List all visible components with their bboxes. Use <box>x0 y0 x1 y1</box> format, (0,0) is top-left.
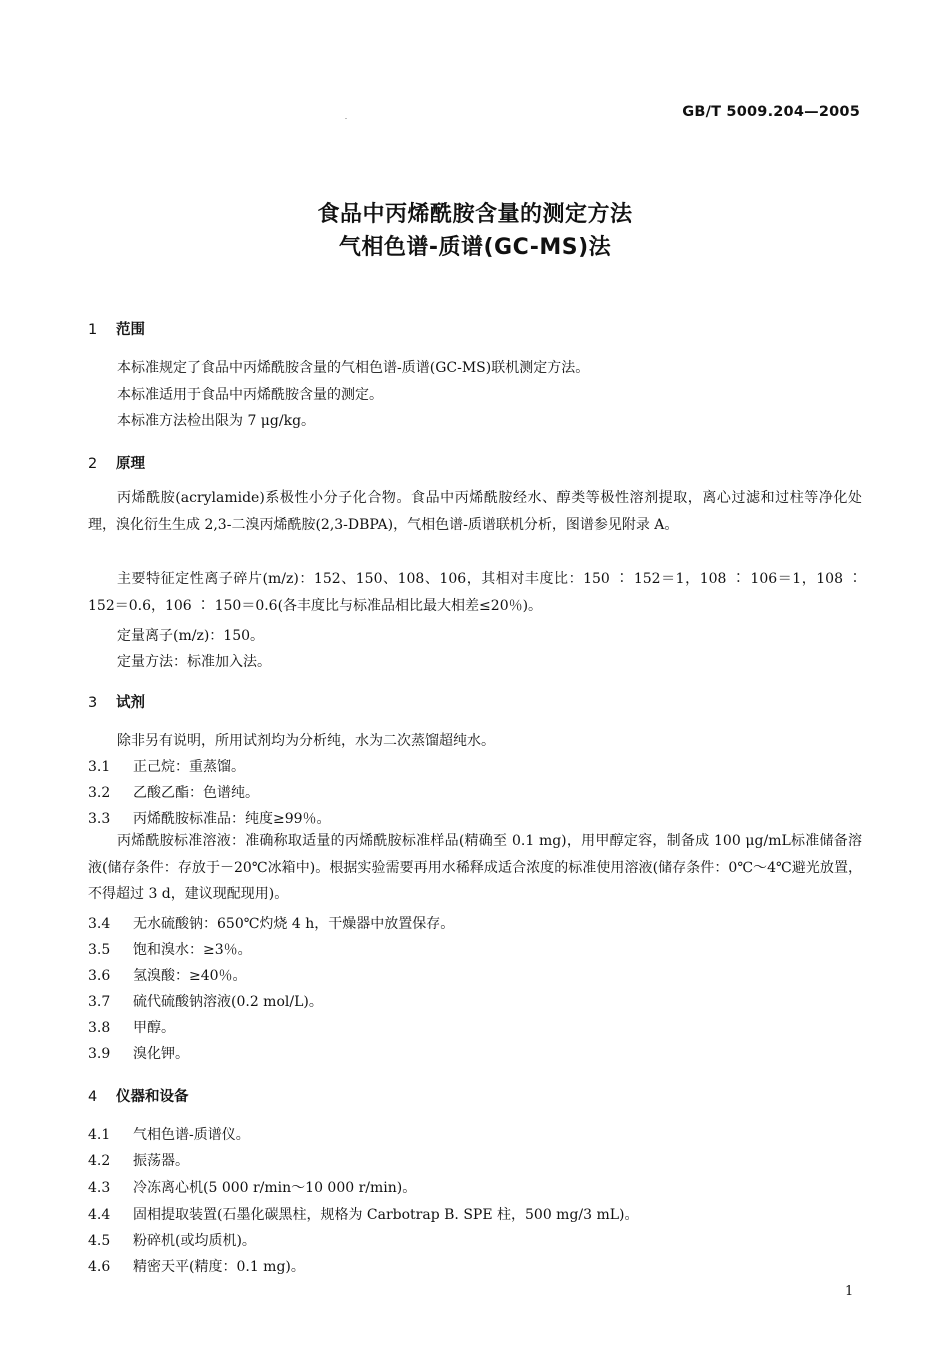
item-number: 4.5 <box>88 1233 111 1249</box>
section-number: 3 <box>88 695 98 711</box>
list-item <box>88 1256 305 1276</box>
list-item <box>88 1177 416 1197</box>
item-number: 4.2 <box>88 1153 111 1169</box>
paragraph: 定量方法：标准加入法。 <box>117 654 271 670</box>
list-item <box>88 756 245 776</box>
paragraph: 本标准适用于食品中丙烯酰胺含量的测定。 <box>117 387 383 403</box>
item-number: 3.2 <box>88 785 111 801</box>
document-subtitle: 气相色谱-质谱(GC-MS)法 <box>338 235 612 260</box>
paragraph: 定量离子(m/z)：150。 <box>117 628 265 644</box>
document-title: 食品中丙烯酰胺含量的测定方法 <box>317 202 633 227</box>
item-text: 粉碎机(或均质机)。 <box>133 1233 256 1249</box>
item-number: 3.4 <box>88 916 111 932</box>
item-text: 甲醇。 <box>133 1020 175 1036</box>
item-number: 3.9 <box>88 1046 111 1062</box>
standard-code: GB/T 5009.204—2005 <box>682 104 860 120</box>
item-text: 无水硫酸钠：650℃灼烧 4 h，干燥器中放置保存。 <box>133 916 455 932</box>
paragraph: 本标准规定了食品中丙烯酰胺含量的气相色谱-质谱(GC-MS)联机测定方法。 <box>117 360 590 376</box>
list-item <box>88 782 259 802</box>
item-text: 饱和溴水：≥3％。 <box>133 942 252 958</box>
section-title: 范围 <box>116 322 145 338</box>
section-heading-apparatus <box>88 1085 189 1106</box>
item-text: 精密天平(精度：0.1 mg)。 <box>133 1259 305 1275</box>
list-item <box>88 913 454 933</box>
item-text: 丙烯酰胺标准品：纯度≥99％。 <box>133 811 331 827</box>
paragraph: 本标准方法检出限为 7 μg/kg。 <box>117 413 316 429</box>
section-heading-reagents <box>88 691 145 712</box>
item-number: 4.1 <box>88 1127 111 1143</box>
list-item <box>88 1124 250 1144</box>
paragraph: 除非另有说明，所用试剂均为分析纯，水为二次蒸馏超纯水。 <box>117 733 495 749</box>
item-number: 4.4 <box>88 1207 111 1223</box>
item-number: 3.1 <box>88 759 111 775</box>
list-item <box>88 808 331 828</box>
item-number: 4.3 <box>88 1180 111 1196</box>
list-item <box>88 965 247 985</box>
list-item <box>88 939 252 959</box>
section-heading-scope <box>88 318 145 339</box>
list-item <box>88 1017 175 1037</box>
section-title: 试剂 <box>116 695 145 711</box>
item-text: 乙酸乙酯：色谱纯。 <box>133 785 259 801</box>
item-text: 振荡器。 <box>133 1153 189 1169</box>
item-text: 氢溴酸：≥40％。 <box>133 968 247 984</box>
item-number: 3.3 <box>88 811 111 827</box>
item-number: 3.8 <box>88 1020 111 1036</box>
list-item <box>88 1043 189 1063</box>
item-number: 3.6 <box>88 968 111 984</box>
scan-speck <box>345 118 347 119</box>
section-title: 原理 <box>116 456 145 472</box>
item-number: 3.7 <box>88 994 111 1010</box>
section-title: 仪器和设备 <box>116 1089 189 1105</box>
section-number: 2 <box>88 456 98 472</box>
item-number: 4.6 <box>88 1259 111 1275</box>
paragraph: 丙烯酰胺标准溶液：准确称取适量的丙烯酰胺标准样品(精确至 0.1 mg)，用甲醇定容，制备成 100 μg/mL标准储备溶液(储存条件：存放于－20℃冰箱中)。根据实验需要再用水稀释成适合浓度的标准使用溶液(储存条件：0℃～4℃避光放置，不得超过 3 d，建议现配现用)。 <box>88 833 862 902</box>
list-item <box>88 1204 639 1224</box>
section-heading-principle <box>88 452 145 473</box>
item-text: 硫代硫酸钠溶液(0.2 mol/L)。 <box>133 994 323 1010</box>
section-number: 1 <box>88 322 98 338</box>
item-text: 正己烷：重蒸馏。 <box>133 759 245 775</box>
item-text: 溴化钾。 <box>133 1046 189 1062</box>
item-text: 气相色谱-质谱仪。 <box>133 1127 250 1143</box>
list-item <box>88 1230 256 1250</box>
item-text: 冷冻离心机(5 000 r/min～10 000 r/min)。 <box>133 1180 417 1196</box>
item-text: 固相提取装置(石墨化碳黑柱，规格为 Carbotrap B. SPE 柱，500 mg/3 mL)。 <box>133 1207 639 1223</box>
paragraph: 主要特征定性离子碎片(m/z)：152、150、108、106，其相对丰度比：150 ∶ 152＝1，108 ∶ 106＝1，108 ∶ 152＝0.6，106 ∶ 150＝0.6(各丰度比与标准品相比最大相差≤20％)。 <box>88 571 862 614</box>
paragraph: 丙烯酰胺(acrylamide)系极性小分子化合物。食品中丙烯酰胺经水、醇类等极性溶剂提取，离心过滤和过柱等净化处理，溴化衍生生成 2,3-二溴丙烯酰胺(2,3-DBPA)，气相色谱-质谱联机分析，图谱参见附录 A。 <box>88 490 862 533</box>
list-item <box>88 1150 189 1170</box>
section-number: 4 <box>88 1089 98 1105</box>
item-number: 3.5 <box>88 942 111 958</box>
list-item <box>88 991 323 1011</box>
page-number: 1 <box>845 1284 854 1299</box>
